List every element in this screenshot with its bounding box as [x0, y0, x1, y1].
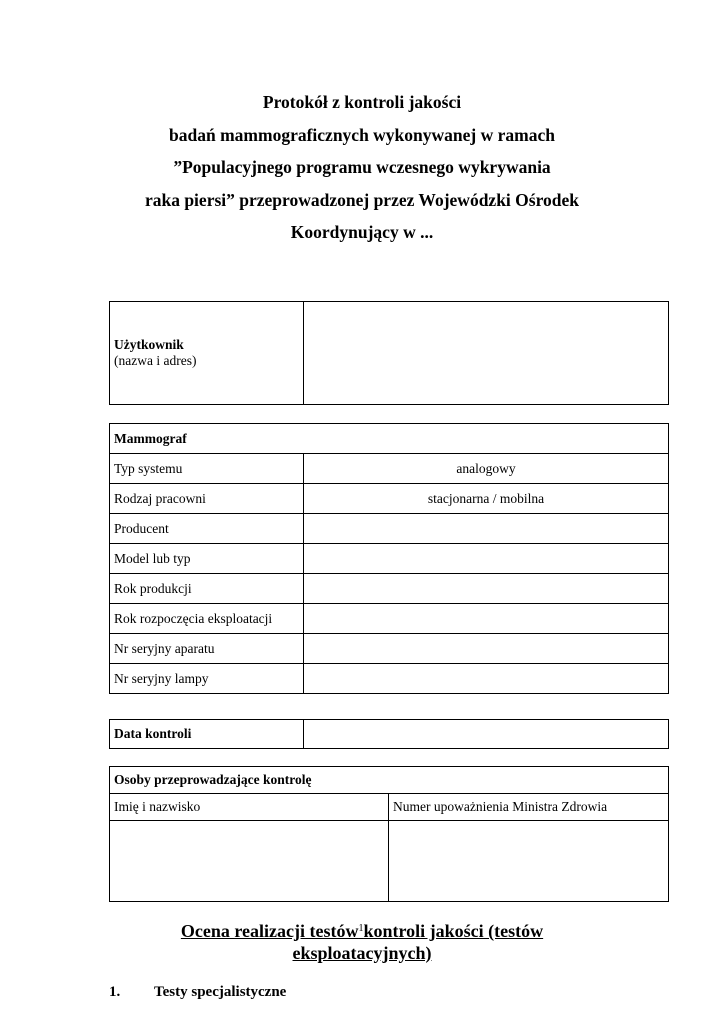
mammograf-header: Mammograf [110, 424, 669, 454]
row-value-tube-serial[interactable] [304, 664, 669, 694]
persons-name-value[interactable] [110, 821, 389, 902]
row-label-system-type: Typ systemu [110, 454, 304, 484]
persons-table [109, 766, 669, 902]
footnote-marker[interactable]: 1 [358, 923, 364, 934]
document-title [0, 86, 724, 249]
date-label: Data kontroli [114, 726, 192, 741]
row-label-production-year: Rok produkcji [110, 574, 304, 604]
row-label-model: Model lub typ [110, 544, 304, 574]
table-row [110, 604, 669, 634]
table-row [110, 514, 669, 544]
assessment-heading [0, 920, 724, 964]
user-table [109, 301, 669, 405]
row-value-system-type[interactable]: analogowy [304, 454, 669, 484]
row-value-producer[interactable] [304, 514, 669, 544]
row-label-lab-kind: Rodzaj pracowni [110, 484, 304, 514]
row-value-lab-kind[interactable]: stacjonarna / mobilna [304, 484, 669, 514]
row-value-production-year[interactable] [304, 574, 669, 604]
assessment-heading-part2: kontroli jakości (testów [363, 921, 544, 941]
row-value-device-serial[interactable] [304, 634, 669, 664]
table-row [110, 484, 669, 514]
row-label-operation-start: Rok rozpoczęcia eksploatacji [110, 604, 304, 634]
user-label-cell [110, 302, 304, 405]
date-label-cell [110, 720, 304, 749]
row-value-operation-start[interactable] [304, 604, 669, 634]
user-label: Użytkownik [114, 337, 184, 352]
table-row [110, 454, 669, 484]
row-label-tube-serial: Nr seryjny lampy [110, 664, 304, 694]
persons-col-number: Numer upoważnienia Ministra Zdrowia [389, 794, 669, 821]
date-value-cell[interactable] [304, 720, 669, 749]
row-value-model[interactable] [304, 544, 669, 574]
section-number: 1. [109, 984, 121, 1000]
title-line-1: Protokół z kontroli jakości [262, 92, 462, 112]
row-label-producer: Producent [110, 514, 304, 544]
date-table [109, 719, 669, 749]
user-sublabel: (nazwa i adres) [114, 353, 197, 368]
persons-header: Osoby przeprowadzające kontrolę [110, 767, 669, 794]
row-label-device-serial: Nr seryjny aparatu [110, 634, 304, 664]
persons-col-name: Imię i nazwisko [110, 794, 389, 821]
user-value-cell[interactable] [304, 302, 669, 405]
title-line-4: raka piersi” przeprowadzonej przez Wojewódzki Ośrodek [144, 189, 580, 210]
section-heading [109, 984, 286, 1001]
table-row [110, 634, 669, 664]
title-line-5: Koordynujący w ... [290, 222, 434, 242]
assessment-heading-line2: eksploatacyjnych) [292, 943, 432, 963]
table-row [110, 574, 669, 604]
title-line-2: badań mammograficznych wykonywanej w ramach [169, 124, 555, 145]
assessment-heading-part1: Ocena realizacji testów [180, 921, 359, 941]
title-line-3: ”Populacyjnego programu wczesnego wykrywania [173, 157, 551, 177]
section-title: Testy specjalistyczne [154, 984, 287, 1000]
mammograf-table [109, 423, 669, 694]
persons-number-value[interactable] [389, 821, 669, 902]
table-row [110, 664, 669, 694]
table-row [110, 544, 669, 574]
